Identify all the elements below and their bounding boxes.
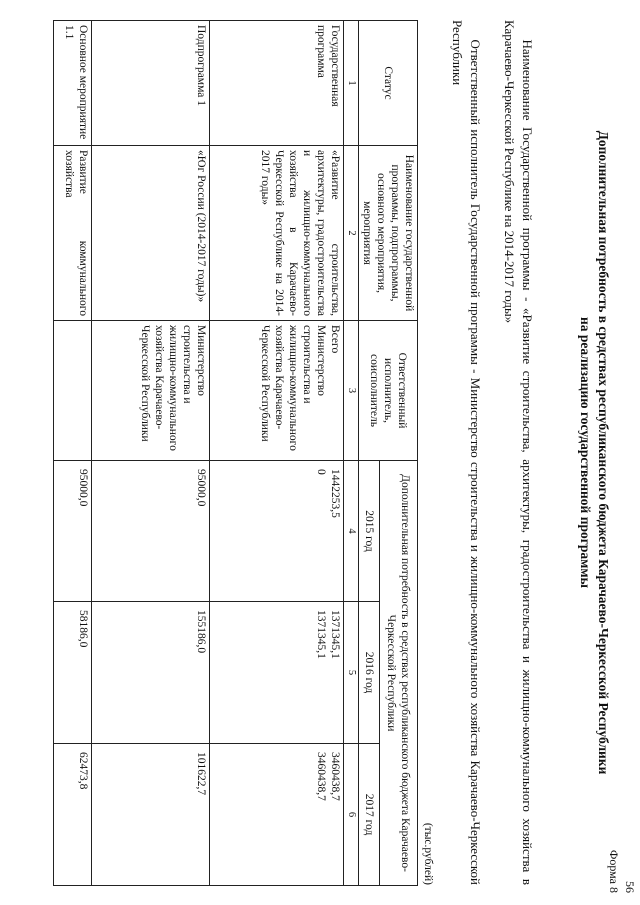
row-executor (54, 321, 92, 461)
row-value-ministry: 1371345,1 (315, 610, 327, 659)
row-executor (210, 321, 344, 461)
header-year-2016: 2016 год (359, 602, 380, 744)
table-row-main-activity-1-1 (54, 21, 92, 886)
column-number: 3 (344, 321, 359, 461)
row-value-2016 (210, 602, 344, 744)
row-value-2015 (210, 461, 344, 602)
column-number: 2 (344, 146, 359, 321)
column-number-row (344, 21, 359, 886)
row-value-total: 3460438,7 (329, 752, 341, 801)
table-header-row (379, 21, 417, 886)
row-value-2015: 95000,0 (54, 461, 92, 602)
row-executor-total: Всего (329, 325, 341, 354)
row-executor: Министерство строительства и жилищно-коммунального хозяйства Карачаево-Черкесской Республики (92, 321, 210, 461)
row-value-ministry: 3460438,7 (315, 752, 327, 801)
row-program-name: «Юг России (2014-2017 годы)» (92, 146, 210, 321)
document-title (576, 20, 612, 885)
table-row-subprogram-1 (92, 21, 210, 886)
column-number: 4 (344, 461, 359, 602)
row-value-ministry: 0 (315, 469, 327, 475)
row-value-2016: 58186,0 (54, 602, 92, 744)
page-number: 56 (623, 881, 637, 893)
header-year-2017: 2017 год (359, 744, 380, 886)
units-note: (тыс.рублей) (422, 822, 434, 885)
row-program-name: Развитие коммунального хозяйства (54, 146, 92, 321)
row-program-name: «Развитие строительства, архитектуры, градостроительства и жилищно-коммунального хозяйства в Карачаево-Черкесской Республике на 2014-2017 годы» (210, 146, 344, 321)
header-additional-need: Дополнительная потребность в средствах республиканского бюджета Карачаево-Черкесской Республики (379, 461, 417, 886)
row-value-total: 1371345,1 (329, 610, 341, 659)
program-name-line: Наименование Государственной программы - «Развитие строительства, архитектуры, градостроительства и жилищно-коммунального хозяйства в Карачаево-Черкесской Республике на 2014-2017 годы» (502, 20, 535, 885)
header-program-name: Наименование государственной программы, подпрограммы, основного мероприятия, мероприятия (359, 146, 418, 321)
header-executor: Ответственный исполнитель, соисполнитель (359, 321, 418, 461)
row-status: Государственная программа (210, 21, 344, 146)
row-value-2017: 101622,7 (92, 744, 210, 886)
column-number: 5 (344, 602, 359, 744)
document-title-line-2: на реализацию государственной программы (578, 316, 593, 589)
funding-table (53, 20, 418, 886)
row-value-2017 (210, 744, 344, 886)
row-status: Основное мероприятие 1.1 (54, 21, 92, 146)
header-year-2015: 2015 год (359, 461, 380, 602)
row-status: Подпрограмма 1 (92, 21, 210, 146)
row-value-2017: 62473,8 (54, 744, 92, 886)
row-value-total: 1442253,5 (329, 469, 341, 518)
row-executor-ministry: Министерство строительства и жилищно-коммунального хозяйства Карачаево-Черкесской Республики (259, 325, 327, 451)
column-number: 6 (344, 744, 359, 886)
column-number: 1 (344, 21, 359, 146)
table-row-state-program (210, 21, 344, 886)
row-value-2015: 95000,0 (92, 461, 210, 602)
header-status: Статус (359, 21, 418, 146)
row-value-2016: 155186,0 (92, 602, 210, 744)
responsible-executor-line: Ответственный исполнитель Государственной программы - Министерство строительства и жилищно-коммунального хозяйства Карачаево-Черкесской Республики (450, 20, 483, 885)
document-title-line-1: Дополнительная потребность в средствах республиканского бюджета Карачаево-Черкесской Республики (596, 130, 611, 775)
form-label: Форма 8 (607, 849, 621, 893)
